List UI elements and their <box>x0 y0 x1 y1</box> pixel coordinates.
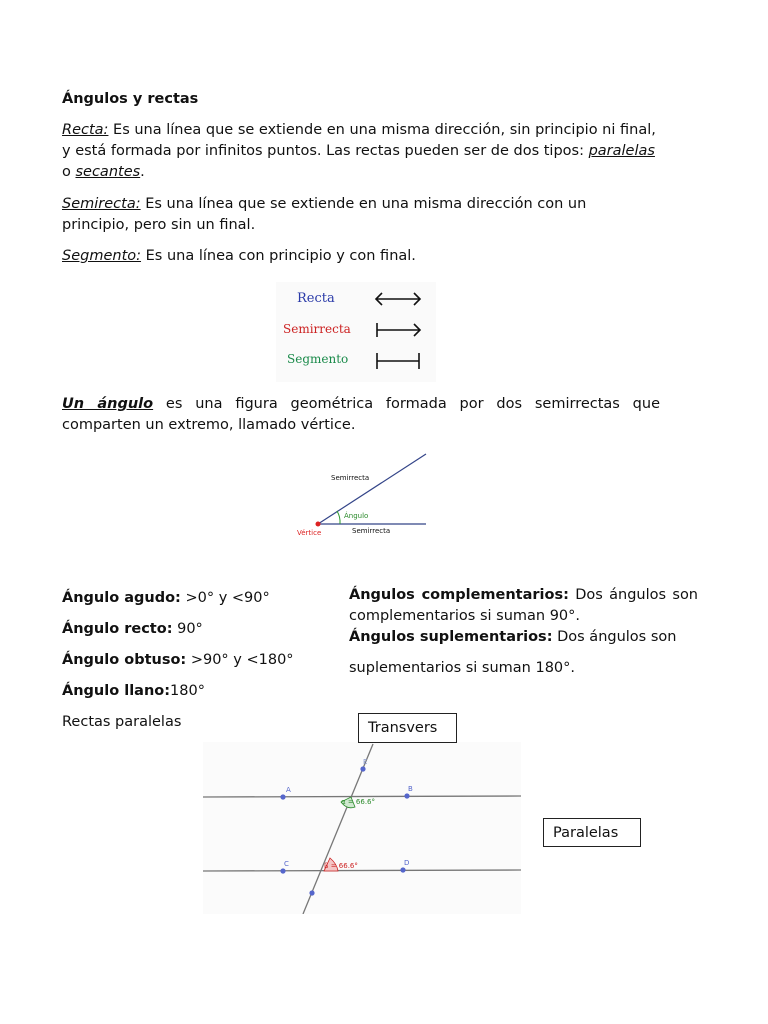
agudo-value: >0° y <90° <box>180 590 270 606</box>
lines-types-figure <box>276 282 436 382</box>
rectas-paralelas-heading: Rectas paralelas <box>62 714 182 730</box>
page-title: Ángulos y rectas <box>62 91 199 107</box>
parallel-lines-figure <box>203 742 521 914</box>
semirrecta-label: Semirrecta <box>283 322 351 336</box>
alpha-label: α = 66.6° <box>341 798 376 806</box>
complementarios-label: Ángulos complementarios: <box>349 587 569 603</box>
label-d: D <box>404 859 410 867</box>
suplementarios-item <box>349 627 709 648</box>
angle-arc <box>337 511 340 524</box>
transversal-callout: Transvers <box>358 713 457 743</box>
vertex-point <box>316 522 321 527</box>
llano-label: Ángulo llano: <box>62 683 171 699</box>
segmento-label: Segmento <box>287 352 349 366</box>
complementarios-item <box>349 585 698 627</box>
segmento-term: Segmento: <box>62 248 142 264</box>
angulo-text: es una figura geométrica formada por dos semirrectas que comparten un extremo, llamado vértice. <box>62 396 660 433</box>
obtuso-item <box>62 650 294 671</box>
suplementarios-text-2: suplementarios si suman 180°. <box>349 660 576 676</box>
semirecta-term: Semirecta: <box>62 196 141 212</box>
semirecta-definition <box>62 194 622 236</box>
segmento-definition <box>62 246 662 267</box>
or-text: o <box>62 164 76 180</box>
complementarios-text: Dos ángulos son complementarios si suman 90°. <box>349 587 699 624</box>
suplementarios-text: Dos ángulos son <box>552 629 677 645</box>
segmento-text: Es una línea con principio y con final. <box>141 248 416 264</box>
recta-definition <box>62 120 662 183</box>
label-a: A <box>286 786 291 794</box>
recta-text: Es una línea que se extiende en una misma dirección, sin principio ni final, y está formada por infinitos puntos. Las rectas pueden ser de dos tipos: <box>62 122 656 159</box>
agudo-label: Ángulo agudo: <box>62 590 181 606</box>
agudo-item <box>62 588 270 609</box>
angulo-term: Un ángulo <box>62 396 154 412</box>
recta-label: Recta <box>297 291 335 306</box>
label-c: C <box>284 860 289 868</box>
recto-label: Ángulo recto: <box>62 621 173 637</box>
upper-ray <box>318 454 426 524</box>
semirecta-text: Es una línea que se extiende en una misma dirección con un principio, pero sin un final. <box>62 196 587 233</box>
label-b: B <box>408 785 413 793</box>
llano-item <box>62 681 205 702</box>
semirrecta-bottom-label: Semirrecta <box>352 527 391 535</box>
point-e-top <box>360 766 365 771</box>
obtuso-label: Ángulo obtuso: <box>62 652 187 668</box>
suplementarios-label: Ángulos suplementarios: <box>349 629 553 645</box>
paralelas-term: paralelas <box>588 143 655 159</box>
point-c <box>280 868 285 873</box>
obtuso-value: >90° y <180° <box>186 652 294 668</box>
point-d <box>400 867 405 872</box>
paralelas-callout: Paralelas <box>543 818 641 847</box>
point-e-bottom <box>309 890 314 895</box>
point-a <box>280 794 285 799</box>
recta-term: Recta: <box>62 122 109 138</box>
angulo-definition <box>62 394 660 436</box>
llano-value: 180° <box>170 683 205 699</box>
angle-figure <box>290 448 435 543</box>
angulo-label: Ángulo <box>344 512 369 520</box>
vertice-label: Vértice <box>297 529 322 537</box>
recto-value: 90° <box>172 621 203 637</box>
beta-label: β = 66.6° <box>324 862 358 870</box>
recta-end: . <box>140 164 145 180</box>
point-b <box>404 793 409 798</box>
secantes-term: secantes <box>75 164 141 180</box>
label-e: E <box>363 758 368 766</box>
recto-item <box>62 619 203 640</box>
semirrecta-top-label: Semirrecta <box>331 474 370 482</box>
